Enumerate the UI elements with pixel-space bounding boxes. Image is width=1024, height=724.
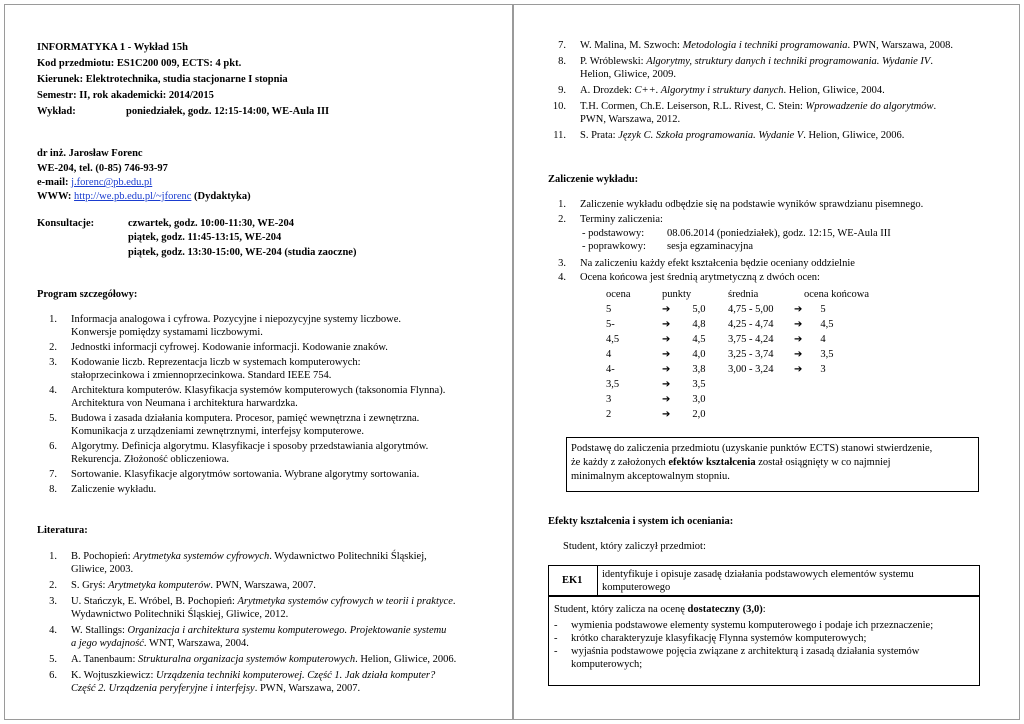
program-heading: Program szczegółowy:	[37, 289, 138, 300]
arrow-right-icon: ➔	[662, 319, 671, 330]
term-basic-value: 08.06.2014 (poniedziałek), godz. 12:15, WE-Aula III	[667, 228, 891, 239]
literature-item-text: S. Prata: Język C. Szkoła programowania. Wydanie V. Helion, Gliwice, 2006.	[580, 130, 905, 141]
grade-cell	[794, 317, 869, 332]
program-list	[37, 313, 507, 503]
literature-item-text: Wydawnictwo Politechniki Śląskiej, Gliwice, 2012.	[71, 609, 289, 620]
program-item-text: Zaliczenie wykładu.	[71, 484, 157, 495]
grade-points: 3,5	[692, 379, 706, 390]
term-basic-label: - podstawowy:	[582, 228, 645, 239]
grade-final: 4	[820, 334, 826, 345]
grade-points: 2,0	[692, 409, 706, 420]
email-row	[37, 176, 152, 189]
www-label: WWW:	[37, 191, 72, 202]
program-item-text: Jednostki informacji cyfrowej. Kodowanie informacji. Kodowanie znaków.	[71, 342, 388, 353]
credit-note-line: minimalnym akceptowalnym stopniu.	[571, 471, 730, 482]
grade-cell	[662, 392, 728, 407]
grade-cell	[728, 407, 794, 422]
grade-cell	[662, 317, 728, 332]
effect-bullet-text: wymienia podstawowe elementy systemu komputerowego i podaje ich przeznaczenie;	[571, 620, 934, 631]
effect-desc-line: identyfikuje i opisuje zasadę działania podstawowych elementów systemu	[602, 569, 914, 580]
program-item-text: Komunikacja z urządzeniami zewnętrznymi, interfejsy komputerowe.	[71, 426, 365, 437]
grade-row	[606, 377, 869, 392]
arrow-right-icon: ➔	[794, 319, 803, 330]
grade-row	[606, 302, 869, 317]
grade-final: 4,5	[820, 319, 834, 330]
effect-code-cell	[549, 566, 598, 595]
arrow-right-icon: ➔	[662, 364, 671, 375]
grade-cell: 2	[606, 409, 612, 420]
literature-item-number: 6.	[49, 670, 57, 681]
literature-item-text: PWN, Warszawa, 2012.	[580, 114, 681, 125]
grade-row	[606, 347, 869, 362]
effect-level-box	[548, 596, 980, 686]
literature-item-text: W. Malina, M. Szwoch: Metodologia i techniki programowania. PWN, Warszawa, 2008.	[580, 40, 953, 51]
arrow-right-icon: ➔	[662, 379, 671, 390]
course-code: Kod przedmiotu: ES1C200 009, ECTS: 4 pkt.	[37, 58, 242, 69]
www-suffix: (Dydaktyka)	[194, 191, 251, 202]
grade-final: 3,5	[820, 349, 834, 360]
effect-bullet-text: wyjaśnia podstawowe pojęcia związane z architekturą i zasadą działania systemów	[571, 646, 920, 657]
lecture-time: poniedziałek, godz. 12:15-14:00, WE-Aula III	[126, 106, 330, 117]
grade-cell: 3,5	[606, 379, 620, 390]
program-item-number: 7.	[49, 469, 57, 480]
grade-cell	[662, 347, 728, 362]
effect-level-title: Student, który zalicza na ocenę dostateczny (3,0):	[554, 604, 766, 615]
arrow-right-icon: ➔	[794, 334, 803, 345]
arrow-right-icon: ➔	[794, 304, 803, 315]
literature-item-text: Część 2. Urządzenia peryferyjne i interfejsy. PWN, Warszawa, 2007.	[71, 683, 361, 694]
grade-cell	[794, 362, 869, 377]
grade-cell	[794, 332, 869, 347]
grade-cell: 4,5	[606, 334, 620, 345]
literature-item-text: A. Tanenbaum: Strukturalna organizacja systemów komputerowych. Helion, Gliwice, 2006.	[71, 654, 457, 665]
literature-item-text: B. Pochopień: Arytmetyka systemów cyfrowych. Wydawnictwo Politechniki Śląskiej,	[71, 551, 427, 562]
grade-col-header: ocena końcowa	[804, 289, 870, 300]
literature-item-number: 2.	[49, 580, 57, 591]
effects-heading: Efekty kształcenia i system ich oceniania:	[548, 516, 734, 527]
grade-cell: 3	[606, 394, 612, 405]
literature-item-text: U. Stańczyk, E. Wróbel, B. Pochopień: Arytmetyka systemów cyfrowych w teorii i praktyce.	[71, 596, 456, 607]
grade-col-header: punkty	[662, 289, 692, 300]
grade-cell	[662, 362, 728, 377]
lecturer-name: dr inż. Jarosław Forenc	[37, 148, 143, 159]
grade-row	[606, 407, 869, 422]
literature-list	[37, 550, 507, 694]
effect-bullet: -	[554, 633, 558, 644]
course-semester: Semestr: II, rok akademicki: 2014/2015	[37, 90, 214, 101]
grade-table	[606, 287, 869, 422]
grade-row	[606, 392, 869, 407]
literature-item-text: Gliwice, 2003.	[71, 564, 134, 575]
effect-bullet: -	[554, 646, 558, 657]
arrow-right-icon: ➔	[662, 349, 671, 360]
arrow-right-icon: ➔	[662, 409, 671, 420]
literature-heading: Literatura:	[37, 525, 88, 536]
grade-cell: 4-	[606, 364, 615, 375]
grade-points: 3,8	[692, 364, 706, 375]
program-item-text: Konwersje pomiędzy systamami liczbowymi.	[71, 327, 263, 338]
grade-cell: 5	[606, 304, 612, 315]
program-item-text: stałoprzecinkowa i zmiennoprzecinkowa. Standard IEEE 754.	[71, 370, 332, 381]
grade-cell: 4	[606, 349, 612, 360]
literature-item-text: A. Drozdek: C++. Algorytmy i struktury danych. Helion, Gliwice, 2004.	[580, 85, 885, 96]
grade-cell	[728, 392, 794, 407]
www-row	[37, 190, 251, 203]
credit-note-line: Podstawę do zaliczenia przedmiotu (uzyskanie punktów ECTS) stanowi stwierdzenie,	[571, 443, 933, 454]
consultation-slot: piątek, godz. 11:45-13:15, WE-204	[128, 232, 282, 243]
consultation-slot: czwartek, godz. 10:00-11:30, WE-204	[128, 218, 295, 229]
literature-item-text: Helion, Gliwice, 2009.	[580, 69, 676, 80]
credit-heading: Zaliczenie wykładu:	[548, 174, 639, 185]
course-title: INFORMATYKA 1 - Wykład 15h	[37, 42, 188, 53]
grade-col-header: średnia	[728, 289, 759, 300]
grade-cell	[794, 407, 869, 422]
consultation-slot: piątek, godz. 13:30-15:00, WE-204 (studia zaoczne)	[128, 247, 357, 258]
literature-item-number: 10.	[552, 101, 566, 112]
grade-cell	[794, 392, 869, 407]
literature-item-number: 7.	[558, 40, 566, 51]
literature-item-text: K. Wojtuszkiewicz: Urządzenia techniki komputerowej. Część 1. Jak działa komputer?	[71, 670, 436, 681]
effect-bullet-text: krótko charakteryzuje klasyfikację Flynna systemów komputerowych;	[571, 633, 867, 644]
program-item-number: 8.	[49, 484, 57, 495]
term-retake-value: sesja egzaminacyjna	[667, 241, 753, 252]
grade-points: 4,8	[692, 319, 706, 330]
literature-list-continued	[546, 39, 1006, 139]
literature-item-number: 5.	[49, 654, 57, 665]
grade-table-header	[606, 287, 869, 302]
grade-final: 3	[820, 364, 826, 375]
program-item-text: Architektura komputerów. Klasyfikacja systemów komputerowych (taksonomia Flynna).	[71, 385, 446, 396]
program-item-text: Sortowanie. Klasyfikacje algorytmów sortowania. Wybrane algorytmy sortowania.	[71, 469, 420, 480]
grade-points: 4,0	[692, 349, 706, 360]
literature-item-number: 1.	[49, 551, 57, 562]
literature-item-number: 4.	[49, 625, 57, 636]
grade-cell: 3,00 - 3,24	[728, 364, 774, 375]
grade-cell: 4,75 - 5,00	[728, 304, 774, 315]
lecture-label: Wykład:	[37, 106, 76, 117]
grade-points: 3,0	[692, 394, 706, 405]
program-item-number: 2.	[49, 342, 57, 353]
arrow-right-icon: ➔	[662, 304, 671, 315]
left-page	[4, 4, 513, 720]
grade-cell	[662, 332, 728, 347]
literature-item-text: P. Wróblewski: Algorytmy, struktury danych i techniki programowania. Wydanie IV.	[580, 56, 933, 67]
grade-cell: 4,25 - 4,74	[728, 319, 774, 330]
literature-item-text: W. Stallings: Organizacja i architektura systemu komputerowego. Projektowanie systemu	[71, 625, 447, 636]
program-item-text: Informacja analogowa i cyfrowa. Pozycyjne i niepozycyjne systemy liczbowe.	[71, 314, 402, 325]
literature-item-text: a jego wydajność. WNT, Warszawa, 2004.	[71, 638, 249, 649]
grade-cell: 5-	[606, 319, 615, 330]
grade-points: 4,5	[692, 334, 706, 345]
literature-item-number: 3.	[49, 596, 57, 607]
literature-item-text: S. Gryś: Arytmetyka komputerów. PWN, Warszawa, 2007.	[71, 580, 316, 591]
grade-cell	[794, 302, 869, 317]
grade-cell	[794, 347, 869, 362]
www-link[interactable]: http://we.pb.edu.pl/~jforenc	[74, 191, 192, 202]
grade-cell	[794, 377, 869, 392]
term-retake-label: - poprawkowy:	[582, 241, 646, 252]
effects-intro: Student, który zaliczył przedmiot:	[563, 541, 706, 552]
grade-final: 5	[820, 304, 826, 315]
grade-points: 5,0	[692, 304, 706, 315]
arrow-right-icon: ➔	[794, 364, 803, 375]
course-field: Kierunek: Elektrotechnika, studia stacjonarne I stopnia	[37, 74, 288, 85]
grade-cell: 3,25 - 3,74	[728, 349, 774, 360]
grade-cell: 3,75 - 4,24	[728, 334, 774, 345]
program-item-text: Architektura von Neumana i architektura harwardzka.	[71, 398, 298, 409]
arrow-right-icon: ➔	[794, 349, 803, 360]
arrow-right-icon: ➔	[662, 394, 671, 405]
literature-item-number: 9.	[558, 85, 566, 96]
literature-item-number: 11.	[553, 130, 566, 141]
program-item-text: Kodowanie liczb. Reprezentacja liczb w systemach komputerowych:	[71, 357, 361, 368]
grade-row	[606, 332, 869, 347]
grade-cell	[662, 377, 728, 392]
right-page: 7. W. Malina, M. Szwoch: Metodologia i techniki programowania. PWN, Warszawa, 2008. 8. P. Wróblewski: Algorytmy, struktury danych i techniki programowania. Wydanie IV. Helion, Gliwice, 2009. 9. A. Drozdek: C++. Algorytmy i struktury danych. Helion, Gliwice, 2004. 10. T.H. Cormen, Ch.E. Leiserson, R.L. Rivest, C. Stein: Wprowadzenie do algorytmów. PWN, Warszawa, 2012. 11. S. Prata: Język C. Szkoła programowania. Wydanie V. Helion, Gliwice, 2006. Zaliczenie wykładu: 1. Zaliczenie wykładu odbędzie się na podstawie wyników sprawdzianu pisemnego. 2. Terminy zaliczenia: - podstawowy: 08.06.2014 (poniedziałek), godz. 12:15, WE-Aula III - poprawkowy: sesja egzaminacyjna 3. Na zaliczeniu każdy efekt kształcenia będzie oceniany oddzielnie 4. Ocena końcowa jest średnią arytmetyczną z dwóch ocen: ocena punkty średnia ocena końcowa 5 ➔ 5,0 4,75 - 5,00 ➔ 5 5- ➔ 4,8 4,25 - 4,74 ➔ 4,5 4,5 ➔ 4,5 3,75 - 4,24 ➔ 4 4 ➔ 4,0 3,25 - 3,74 ➔ 3,5 4- ➔ 3,8 3,00 - 3,24 ➔ 3 3,5 ➔ 3,5 3 ➔ 3,0 2 ➔ 2,0 Podstawę do zaliczenia przedmiotu (uzyskanie punktów ECTS) stanowi stwierdzenie, że każdy z założonych efektów kształcenia został osiągnięty w co najmniej minimalnym akceptowalnym stopniu. Efekty kształcenia i system ich oceniania: Student, który zaliczył przedmiot: EK1 identyfikuje i opisuje zasadę działania podstawowych elementów systemu komputerowego Student, który zalicza na ocenę dostateczny (3,0): - wymienia podstawowe elementy systemu komputerowego i podaje ich przeznaczenie; - krótko charakteryzuje klasyfikację Flynna systemów komputerowych; - wyjaśnia podstawowe pojęcia związane z architekturą i zasadą działania systemów komputerowych;	[513, 4, 1020, 720]
program-item-text: Budowa i zasada działania komputera. Procesor, pamięć wewnętrzna i zewnętrzna.	[71, 413, 420, 424]
effect-bullet: -	[554, 620, 558, 631]
program-item-number: 3.	[49, 357, 57, 368]
effect-code: EK1	[562, 575, 583, 586]
program-item-text: Rekurencja. Złożoność obliczeniowa.	[71, 454, 230, 465]
grade-cell	[662, 407, 728, 422]
program-item-number: 4.	[49, 385, 57, 396]
program-item-text: Algorytmy. Definicja algorytmu. Klasyfikacje i sposoby przedstawiania algorytmów.	[71, 441, 429, 452]
consultations-label: Konsultacje:	[37, 218, 95, 229]
literature-item-text: T.H. Cormen, Ch.E. Leiserson, R.L. Rivest, C. Stein: Wprowadzenie do algorytmów.	[580, 101, 937, 112]
program-item-number: 6.	[49, 441, 57, 452]
lecturer-room-phone: WE-204, tel. (0-85) 746-93-97	[37, 163, 168, 174]
grade-cell	[728, 377, 794, 392]
credit-note-box	[566, 437, 979, 492]
grade-cell	[662, 302, 728, 317]
grade-row	[606, 317, 869, 332]
literature-item-number: 8.	[558, 56, 566, 67]
arrow-right-icon: ➔	[662, 334, 671, 345]
grade-col-header: ocena	[606, 289, 631, 300]
program-item-number: 1.	[49, 314, 57, 325]
effect-desc-line: komputerowego	[602, 582, 671, 593]
email-label: e-mail:	[37, 177, 69, 188]
program-item-number: 5.	[49, 413, 57, 424]
email-link[interactable]: j.forenc@pb.edu.pl	[71, 177, 153, 188]
grade-row	[606, 362, 869, 377]
credit-note-line: że każdy z założonych efektów kształcenia został osiągnięty w co najmniej	[571, 457, 891, 468]
effect-bullet-text-cont: komputerowych;	[571, 659, 643, 670]
effect-row	[548, 565, 980, 596]
